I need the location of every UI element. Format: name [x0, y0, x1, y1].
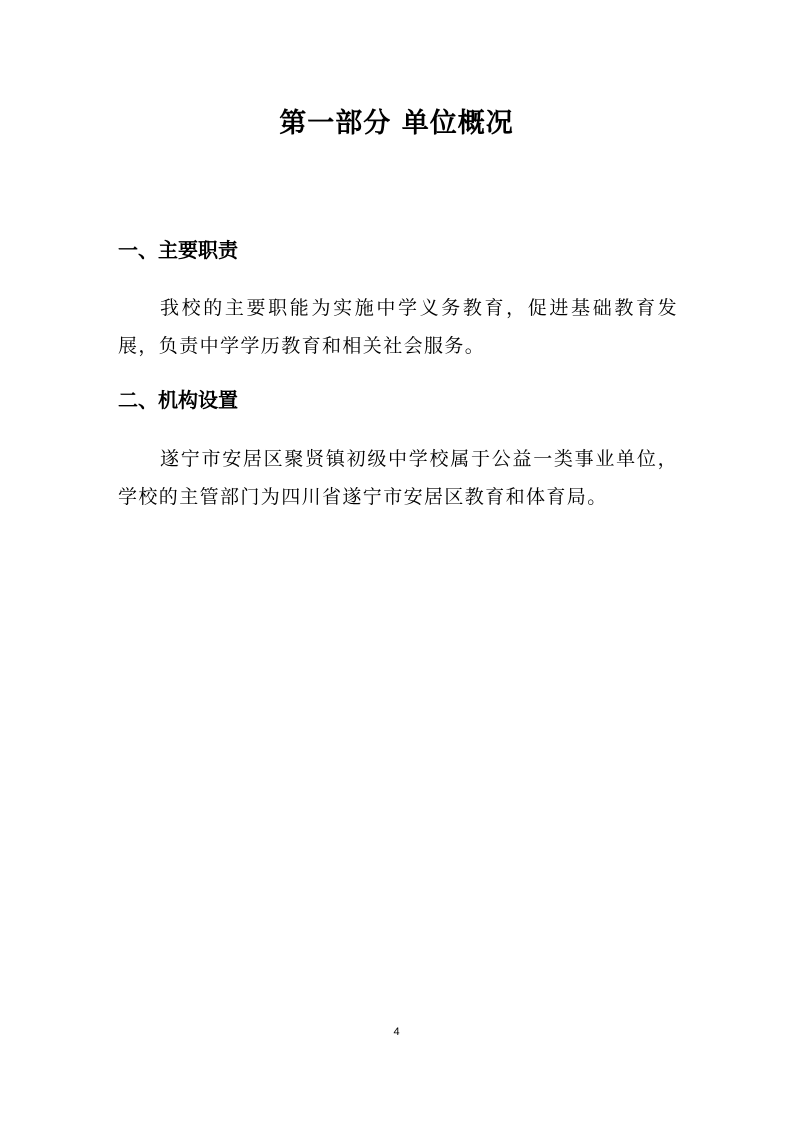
section-heading-organization: 二、机构设置 [118, 388, 238, 412]
section-heading-main-duties: 一、主要职责 [118, 238, 238, 262]
paragraph-organization: 遂宁市安居区聚贤镇初级中学校属于公益一类事业单位，学校的主管部门为四川省遂宁市安居区教育和体育局。 [118, 448, 678, 508]
page-title: 第一部分 单位概况 [279, 108, 514, 139]
paragraph-main-duties: 我校的主要职能为实施中学义务教育，促进基础教育发展，负责中学学历教育和相关社会服务。 [118, 297, 678, 357]
page-number: 4 [393, 1026, 400, 1038]
